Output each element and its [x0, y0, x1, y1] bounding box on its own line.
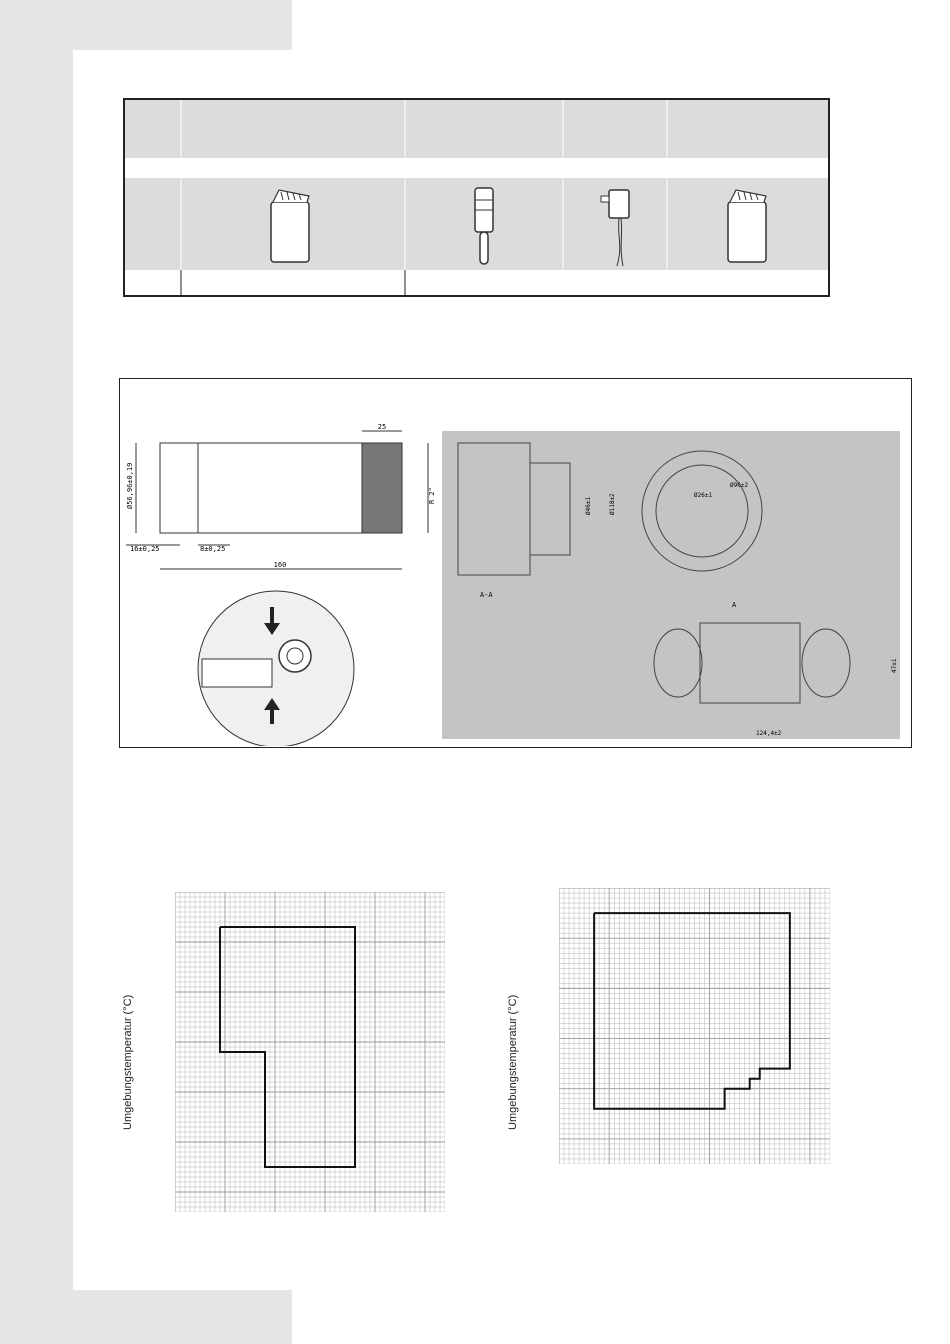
chart-grid: [175, 892, 445, 1212]
dim-top-label: 25: [377, 423, 387, 431]
operating-range-chart-left: [175, 892, 445, 1212]
chart-right-ylabel: Umgebungstemperatur (°C): [507, 994, 519, 1130]
dim-diameter-label: Ø56,96±0,19: [126, 462, 134, 509]
dim-shoulder1-label: 16±0,25: [130, 545, 160, 553]
dim-r2-label: Ø96±2: [730, 482, 749, 489]
installation-detail-illustration: [198, 591, 354, 746]
technical-drawing-frame: [119, 378, 912, 748]
dim-inner-label: Ø46±1: [585, 496, 592, 515]
dim-length-label: 160: [273, 561, 287, 569]
manual-booklet-icon: [271, 190, 309, 262]
dim-thread-label: R 2": [428, 487, 436, 504]
technical-drawing: [120, 379, 910, 746]
view-label: A: [732, 601, 737, 609]
dim-r1-label: Ø26±1: [694, 492, 713, 499]
table-header-row: [125, 100, 828, 158]
dim-shoulder2-label: 8±0,25: [200, 545, 226, 553]
manual-booklet-icon: [728, 190, 766, 262]
section-label: A-A: [480, 591, 493, 599]
pipe-fitting-drawing: [126, 431, 428, 569]
operating-range-outline: [594, 913, 790, 1109]
page-margin-strip-bottom: [0, 1290, 292, 1344]
accessories-table: [123, 98, 830, 297]
chart-left-ylabel: Umgebungstemperatur (°C): [122, 994, 134, 1130]
page-margin-strip-top: [0, 0, 292, 50]
accessories-table-graphic: [125, 100, 828, 295]
operating-range-chart-right: [559, 888, 830, 1164]
dim-width-label: 124,4±2: [756, 730, 782, 737]
dim-height-label: 47±1: [891, 658, 898, 673]
page-margin-strip-left: [0, 0, 73, 1344]
dim-outer-label: Ø118±2: [609, 493, 616, 515]
